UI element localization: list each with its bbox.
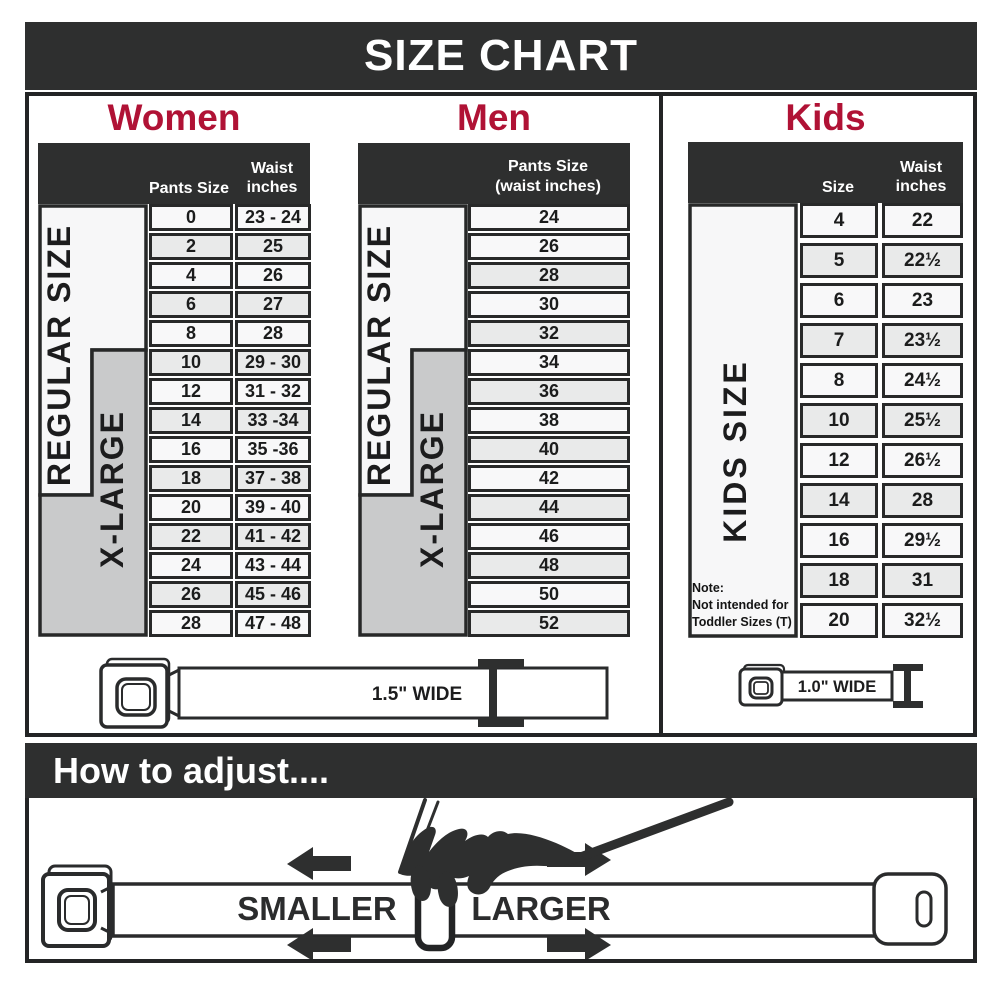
kids-waist-header: Waist inches [895,159,947,195]
kids-size-cell: 7 [800,323,878,358]
kids-size-cell: 20 [800,603,878,638]
women-waist-cell: 26 [235,262,311,289]
kids-waist-cell: 22½ [882,243,963,278]
arrow-left-icon [287,847,351,880]
kids-size-cell: 6 [800,283,878,318]
seatbelt-buckle-icon [740,665,784,705]
women-size-cell: 14 [149,407,233,434]
women-waist-cell: 45 - 46 [235,581,311,608]
kids-waist-cell: 32½ [882,603,963,638]
women-size-cell: 26 [149,581,233,608]
adult-belt-width-label: 1.5" WIDE [371,684,463,705]
men-size-cell: 46 [468,523,630,550]
men-size-cell: 36 [468,378,630,405]
men-size-cell: 44 [468,494,630,521]
women-table-header [38,143,310,204]
men-size-cell: 48 [468,552,630,579]
women-size-range-panel [38,204,148,637]
width-marker-icon [893,664,923,708]
women-waist-cell: 33 -34 [235,407,311,434]
kids-waist-column [882,203,963,638]
men-size-cell: 32 [468,320,630,347]
kids-section-title: Kids [785,97,866,138]
men-size-cell: 30 [468,291,630,318]
women-waist-cell: 23 - 24 [235,204,311,231]
kids-waist-cell: 26½ [882,443,963,478]
men-size-cell: 50 [468,581,630,608]
women-waist-cell: 37 - 38 [235,465,311,492]
women-section-title: Women [107,97,241,138]
kids-belt-illustration [735,662,925,708]
kids-size-cell: 18 [800,563,878,598]
women-waist-cell: 27 [235,291,311,318]
men-regular-size-label: REGULAR SIZE [361,223,397,487]
kids-table-header [688,142,963,203]
men-size-cell: 40 [468,436,630,463]
kids-size-cell: 16 [800,523,878,558]
kids-size-header: Size [821,179,854,196]
adult-belt-illustration [95,653,615,733]
seatbelt-buckle-icon [43,866,111,946]
kids-waist-cell: 29½ [882,523,963,558]
women-size-cell: 18 [149,465,233,492]
kids-size-cell: 12 [800,443,878,478]
kids-waist-cell: 28 [882,483,963,518]
kids-size-range-panel [688,203,798,638]
men-size-cell: 42 [468,465,630,492]
women-size-cell: 28 [149,610,233,637]
section-divider [659,92,663,737]
women-pants-size-column [149,204,233,637]
women-size-cell: 12 [149,378,233,405]
adjust-title: How to adjust.... [53,749,329,791]
seatbelt-buckle-icon [101,659,169,727]
kids-waist-cell: 31 [882,563,963,598]
women-xlarge-label: X-LARGE [94,410,130,568]
kids-waist-cell: 22 [882,203,963,238]
women-waist-header: Waist inches [246,160,298,196]
smaller-label: SMALLER [237,890,397,927]
kids-size-column [800,203,878,638]
women-size-cell: 4 [149,262,233,289]
women-regular-size-label: REGULAR SIZE [41,223,77,487]
women-size-cell: 10 [149,349,233,376]
kids-belt-width-label: 1.0" WIDE [797,678,877,696]
women-waist-cell: 25 [235,233,311,260]
women-waist-cell: 39 - 40 [235,494,311,521]
women-waist-cell: 28 [235,320,311,347]
women-size-cell: 20 [149,494,233,521]
women-size-cell: 22 [149,523,233,550]
men-pants-size-column [468,204,630,637]
size-chart-banner [25,22,977,90]
men-size-cell: 38 [468,407,630,434]
women-waist-cell: 29 - 30 [235,349,311,376]
men-section-title: Men [457,97,531,138]
men-pants-size-header: Pants Size (waist inches) [495,158,601,195]
men-size-cell: 34 [468,349,630,376]
kids-waist-cell: 25½ [882,403,963,438]
kids-size-cell: 4 [800,203,878,238]
larger-label: LARGER [471,890,611,927]
men-size-range-panel [358,204,468,637]
women-waist-cell: 47 - 48 [235,610,311,637]
kids-size-cell: 10 [800,403,878,438]
women-waist-cell: 35 -36 [235,436,311,463]
kids-waist-cell: 23½ [882,323,963,358]
men-size-cell: 26 [468,233,630,260]
kids-waist-cell: 23 [882,283,963,318]
women-size-cell: 6 [149,291,233,318]
kids-size-cell: 14 [800,483,878,518]
belt-end-loop [874,874,946,944]
women-pants-size-header: Pants Size [148,180,230,197]
kids-size-cell: 5 [800,243,878,278]
men-size-cell: 28 [468,262,630,289]
women-waist-cell: 41 - 42 [235,523,311,550]
men-size-cell: 52 [468,610,630,637]
adjust-belt-illustration [29,798,973,959]
men-xlarge-label: X-LARGE [414,410,450,568]
women-size-cell: 24 [149,552,233,579]
women-size-cell: 2 [149,233,233,260]
women-size-cell: 0 [149,204,233,231]
page-title: SIZE CHART [364,31,638,80]
men-size-cell: 24 [468,204,630,231]
women-waist-cell: 43 - 44 [235,552,311,579]
women-size-cell: 16 [149,436,233,463]
women-size-cell: 8 [149,320,233,347]
kids-note: Note: Not intended for Toddler Sizes (T) [692,581,792,629]
adjust-section-header [25,743,977,798]
women-waist-cell: 31 - 32 [235,378,311,405]
kids-size-cell: 8 [800,363,878,398]
men-table-header [358,143,630,204]
kids-waist-cell: 24½ [882,363,963,398]
kids-size-label: KIDS SIZE [717,359,753,543]
women-waist-column [235,204,311,637]
